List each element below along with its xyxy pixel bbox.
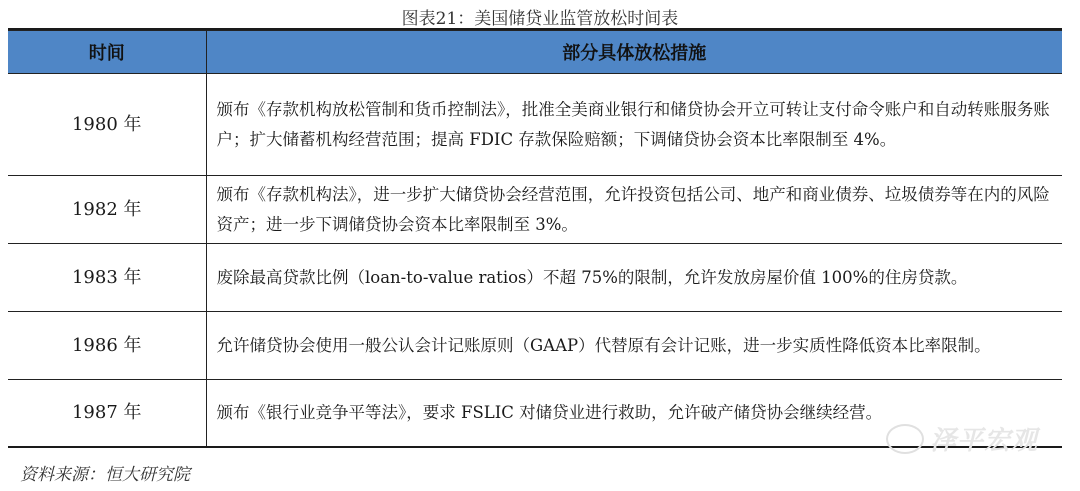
year-cell: 1982 年 — [8, 176, 206, 244]
year-cell: 1980 年 — [8, 74, 206, 176]
wechat-icon — [886, 424, 924, 454]
header-measures: 部分具体放松措施 — [206, 31, 1062, 74]
table-row — [8, 244, 1062, 312]
measure-cell: 颁布《存款机构放松管制和货币控制法》，批准全美商业银行和储贷协会开立可转让支付命令账户和自动转账服务账户；扩大储蓄机构经营范围；提高 FDIC 存款保险赔额；下调储贷协会资本比率限制至 4%。 — [206, 74, 1062, 176]
measure-cell: 允许储贷协会使用一般公认会计记账原则（GAAP）代替原有会计记账，进一步实质性降低资本比率限制。 — [206, 312, 1062, 380]
measure-cell: 颁布《银行业竞争平等法》，要求 FSLIC 对储贷业进行救助，允许破产储贷协会继续经营。 — [206, 380, 1062, 446]
table-title: 图表21：美国储贷业监管放松时间表 — [401, 9, 679, 29]
table-row — [8, 176, 1062, 244]
table-row — [8, 312, 1062, 380]
measure-cell: 废除最高贷款比例（loan-to-value ratios）不超 75%的限制，允许发放房屋价值 100%的住房贷款。 — [206, 244, 1062, 312]
deregulation-table — [8, 30, 1062, 446]
watermark-text: 泽平宏观 — [930, 426, 1039, 456]
table-header-row — [8, 31, 1062, 74]
measure-cell: 颁布《存款机构法》，进一步扩大储贷协会经营范围，允许投资包括公司、地产和商业债券、垃圾债券等在内的风险资产；进一步下调储贷协会资本比率限制至 3%。 — [206, 176, 1062, 244]
year-cell: 1987 年 — [8, 380, 206, 446]
deregulation-table-container — [8, 28, 1062, 448]
watermark — [886, 420, 1038, 457]
header-time: 时间 — [8, 31, 206, 74]
source-note: 资料来源：恒大研究院 — [20, 465, 190, 485]
year-cell: 1986 年 — [8, 312, 206, 380]
table-row — [8, 74, 1062, 176]
year-cell: 1983 年 — [8, 244, 206, 312]
